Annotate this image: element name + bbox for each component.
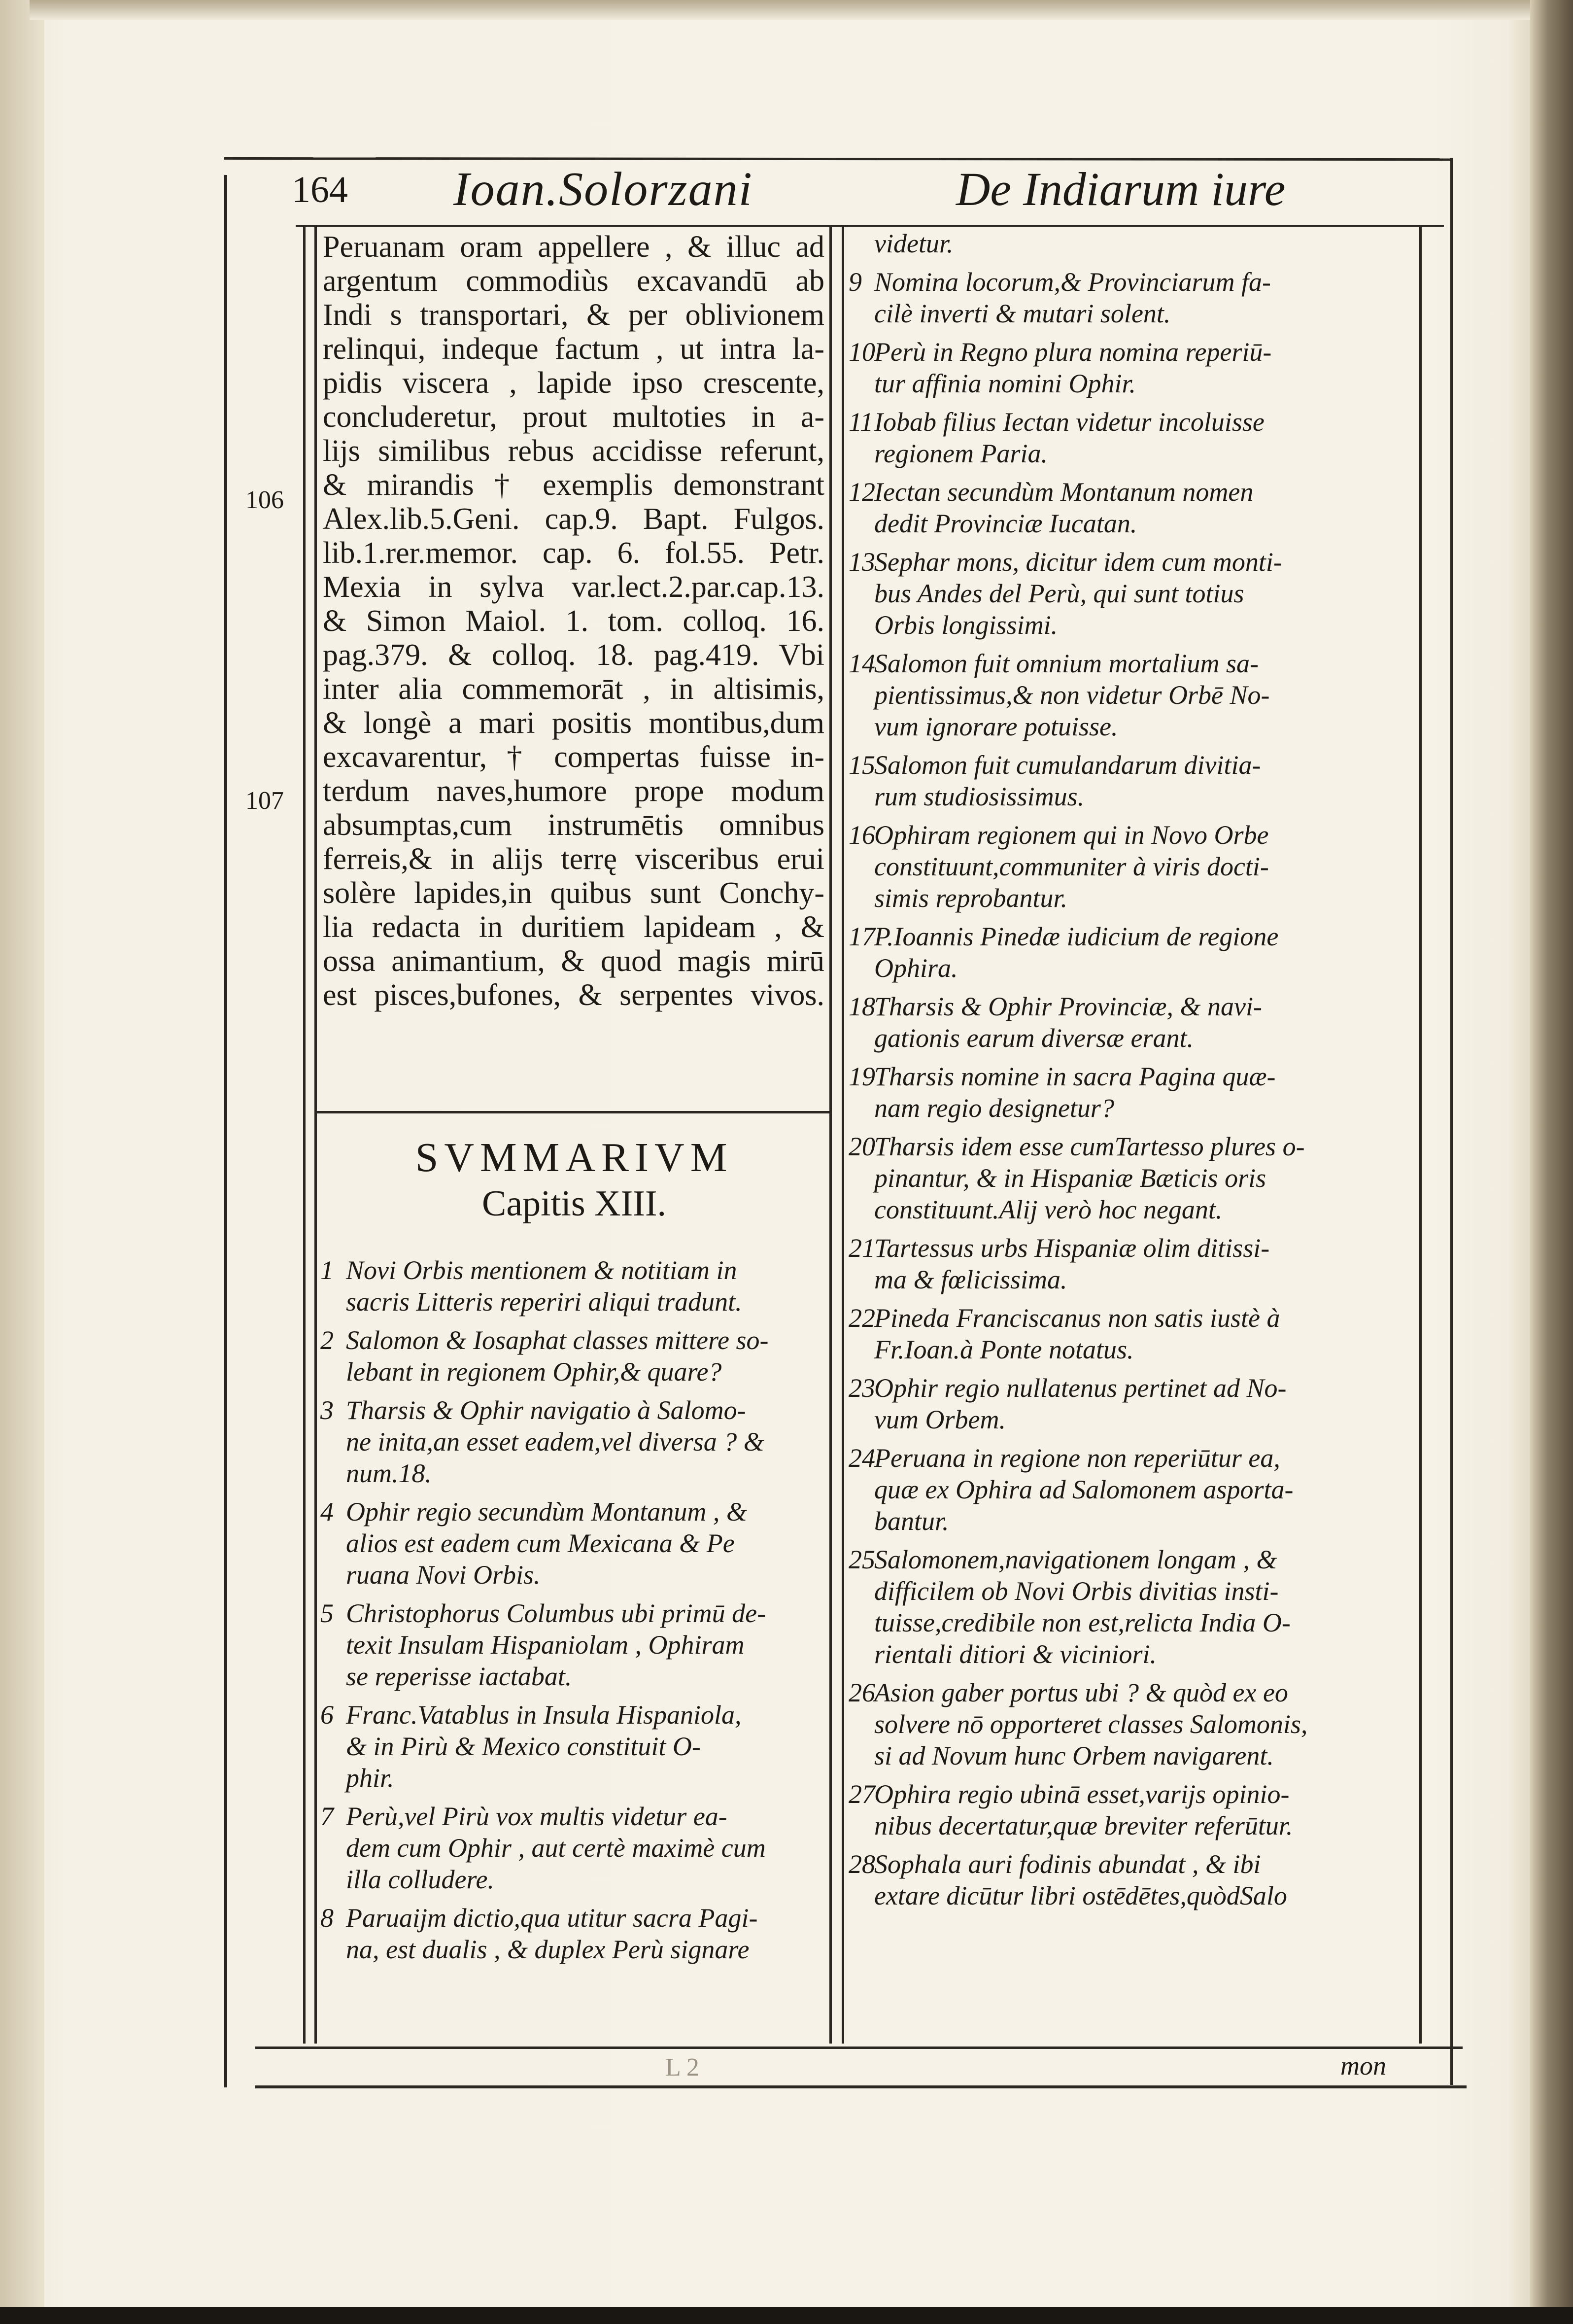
summary-entry [849,1232,1416,1295]
summary-entry-line: vum ignorare potuisse. [874,712,1118,741]
summary-entry-line: difficilem ob Novi Orbis divitias insti- [874,1576,1279,1606]
summary-entry-line: se reperisse iactabat. [346,1662,572,1691]
summary-entry [849,921,1416,984]
summary-entry-line: si ad Novum hunc Orbem navigarent. [874,1741,1274,1770]
book-spine-shadow [0,0,44,2324]
summary-entry-line: ne inita,an esset eadem,vel diversa ? & [346,1427,764,1457]
page-number: 164 [292,169,348,210]
summary-entry-line: rum studiosissimus. [874,782,1085,811]
summary-entry-line: nibus decertatur,quæ breviter referūtur. [874,1811,1293,1840]
frame-rule-bottom-inner [255,2047,1463,2049]
summary-entry-line: Nomina locorum,& Provinciarum fa- [874,267,1271,297]
summary-entry-text [849,228,1416,259]
summary-entry [849,228,1416,259]
summary-entry-line: pinantur, & in Hispaniæ Bæticis oris [874,1163,1266,1193]
summary-entry-text [849,819,1416,914]
summary-entry-line: & in Pirù & Mexico constituit O- [346,1732,701,1761]
summary-entry-number: 7 [320,1802,334,1831]
summary-entry [320,1394,825,1489]
summary-entry-number: 4 [320,1497,334,1526]
summary-entry-number: 19 [849,1062,875,1091]
summary-entry-line: Novi Orbis mentionem & notitiam in [346,1255,737,1285]
text-line: ferreis,& in alijs terrę visceribus erui [323,842,824,876]
summary-entry [320,1597,825,1692]
summary-entry-line: Tharsis & Ophir Provinciæ, & navi- [874,992,1263,1021]
summary-entry-line: Paruaijm dictio,qua utitur sacra Pagi- [346,1903,758,1933]
text-line: & longè a mari positis montibus,dum [323,706,824,740]
text-line: Peruanam oram appellere , & illuc ad [323,230,824,264]
summary-entry-number: 21 [849,1233,875,1263]
column-separator-rule-2 [842,225,844,2044]
summary-entry-line: nam regio designetur? [874,1093,1114,1123]
summary-entry-line: Iobab filius Iectan videtur incoluisse [874,407,1265,437]
summary-entry-line: ma & fœlicissima. [874,1265,1067,1294]
text-line: argentum commodiùs excavandū ab [323,264,824,298]
summary-entry-line: num.18. [346,1458,432,1488]
text-line: Mexia in sylva var.lect.2.par.cap.13. [323,570,824,604]
summary-entry-line: regionem Paria. [874,439,1048,468]
summary-entry-number: 11 [849,407,873,437]
summary-entry-line: Salomon fuit cumulandarum divitia- [874,750,1261,780]
frame-rule-bottom [255,2085,1467,2088]
summary-entry [849,749,1416,812]
summary-entry-line: Christophorus Columbus ubi primū de- [346,1598,766,1628]
main-text-column [323,230,824,1012]
summary-entry-line: Ophira. [874,953,958,983]
summary-left-column [320,1254,825,1972]
summary-entry-line: tur affinia nomini Ophir. [874,369,1136,398]
frame-rule-right [1450,158,1453,2085]
text-line: pidis viscera , lapide ipso crescente, [323,366,824,400]
frame-rule-left [224,175,227,2087]
margin-note-number: 107 [245,787,284,815]
summary-entry-line: extare dicūtur libri ostēdētes,quòdSalo [874,1881,1287,1910]
summary-entry-line: Fr.Ioan.à Ponte notatus. [874,1335,1134,1364]
summary-entry-line: gationis earum diversæ erant. [874,1023,1194,1053]
summary-entry [849,476,1416,539]
summary-entry-number: 27 [849,1779,875,1809]
summary-entry-text [320,1597,825,1692]
summary-entry-line: simis reprobantur. [874,883,1068,913]
summary-entry-line: Perù,vel Pirù vox multis videtur ea- [346,1802,727,1831]
summary-entry-line: sacris Litteris reperiri aliqui tradunt. [346,1287,742,1317]
summary-entry-number: 6 [320,1700,334,1730]
summary-entry-line: Salomonem,navigationem longam , & [874,1545,1277,1574]
summary-right-column [849,228,1416,1918]
summary-entry [849,406,1416,469]
summary-entry-line: Salomon fuit omnium mortalium sa- [874,649,1259,678]
summary-entry-number: 20 [849,1132,875,1161]
summary-entry-line: Ophir regio secundùm Montanum , & [346,1497,747,1526]
text-line: excavarentur, † compertas fuisse in- [323,740,824,774]
summary-entry-line: Sephar mons, dicitur idem cum monti- [874,547,1282,577]
summary-entry-number: 3 [320,1395,334,1425]
summary-entry-number: 10 [849,337,875,367]
summary-entry-number: 16 [849,820,875,850]
summary-entry-number: 14 [849,649,875,678]
summary-entry-line: alios est eadem cum Mexicana & Pe [346,1528,735,1558]
text-block-top-rule [296,225,1444,227]
summary-entry-text [849,336,1416,399]
summary-entry-line: Tartessus urbs Hispaniæ olim ditissi- [874,1233,1270,1263]
summary-entry-text [849,1302,1416,1365]
summary-entry-text [320,1254,825,1318]
summary-entry-line: Perù in Regno plura nomina reperiū- [874,337,1272,367]
scan-background [0,2307,1573,2324]
summary-entry-number: 9 [849,267,862,297]
summary-entry-text [849,1372,1416,1435]
summary-entry-text [320,1801,825,1895]
summary-entry-line: videtur. [874,229,954,258]
summary-entry [849,819,1416,914]
summary-entry-line: illa colludere. [346,1865,494,1894]
summary-entry-text [320,1394,825,1489]
summary-entry-line: P.Ioannis Pinedæ iudicium de regione [874,922,1279,951]
summary-entry-text [849,1442,1416,1537]
summary-entry-text [849,1848,1416,1911]
margin-rule-inner [314,225,317,2044]
summary-entry [320,1801,825,1895]
summary-subtitle: Capitis XIII. [481,1183,667,1224]
running-head-author: Ioan.Solorzani [453,163,753,216]
summary-entry [320,1324,825,1387]
summary-entry-line: Ophiram regionem qui in Novo Orbe [874,820,1269,850]
summary-entry-text [849,476,1416,539]
summary-entry-number: 25 [849,1545,875,1574]
summary-entry-text [849,1232,1416,1295]
page-fore-edge [1530,0,1573,2324]
summary-entry-line: Tharsis idem esse cumTartesso plures o- [874,1132,1305,1161]
text-line: est pisces,bufones, & serpentes vivos. [323,978,824,1012]
summary-entry-line: phir. [346,1763,394,1793]
summary-entry [320,1699,825,1794]
text-block-right-rule [1419,225,1422,2044]
summary-entry-number: 12 [849,477,875,507]
summary-entry-line: rientali ditiori & viciniori. [874,1639,1157,1669]
margin-note-number: 106 [245,486,284,514]
summary-entry [849,1442,1416,1537]
summary-entry-line: tuisse,credibile non est,relicta India O- [874,1608,1291,1637]
summary-entry-text [849,749,1416,812]
summary-entry-line: Tharsis nomine in sacra Pagina quæ- [874,1062,1276,1091]
summary-entry [849,1372,1416,1435]
summary-entry-number: 24 [849,1443,875,1473]
summary-entry-number: 15 [849,750,875,780]
summary-entry-number: 13 [849,547,875,577]
summary-entry-line: lebant in regionem Ophir,& quare? [346,1357,722,1387]
text-line: absumptas,cum instrumētis omnibus [323,808,824,842]
summary-entry-text [849,1131,1416,1225]
summary-entry-line: Ophir regio nullatenus pertinet ad No- [874,1373,1287,1403]
text-line: pag.379. & colloq. 18. pag.419. Vbi [323,638,824,672]
text-line: lia redacta in duritiem lapideam , & [323,910,824,944]
summary-entry [320,1496,825,1591]
summary-entry-number: 18 [849,992,875,1021]
text-line: Alex.lib.5.Geni. cap.9. Bapt. Fulgos. [323,502,824,536]
text-line: & mirandis † exemplis demonstrant [323,468,824,502]
summary-entry [849,991,1416,1054]
summary-entry-line: Franc.Vatablus in Insula Hispaniola, [346,1700,742,1730]
summary-entry [849,1778,1416,1841]
text-line: Indi s transportari, & per oblivionem [323,298,824,332]
summary-entry-text [320,1324,825,1387]
summary-entry-line: texit Insulam Hispaniolam , Ophiram [346,1630,745,1660]
text-line: inter alia commemorāt , in altisimis, [323,672,824,706]
summary-entry-number: 5 [320,1598,334,1628]
summary-entry-line: Salomon & Iosaphat classes mittere so- [346,1325,769,1355]
summary-entry [849,1061,1416,1124]
summary-entry [849,546,1416,641]
text-line: concluderetur, prout multoties in a- [323,400,824,434]
summary-entry-line: Sophala auri fodinis abundat , & ibi [874,1849,1261,1879]
text-line: relinqui, indeque factum , ut intra la- [323,332,824,366]
summary-entry-number: 23 [849,1373,875,1403]
summary-entry-line: quæ ex Ophira ad Salomonem asporta- [874,1475,1294,1504]
summary-entry-line: Iectan secundùm Montanum nomen [874,477,1254,507]
summary-entry-line: constituunt.Alij verò hoc negant. [874,1195,1223,1224]
summary-entry-text [849,1677,1416,1771]
catchword: mon [1340,2051,1386,2081]
summary-entry-text [849,991,1416,1054]
text-line: & Simon Maiol. 1. tom. colloq. 16. [323,604,824,638]
margin-rule-outer [303,225,306,2044]
summary-entry-number: 22 [849,1303,875,1333]
summary-entry-line: na, est dualis , & duplex Perù signare [346,1935,750,1964]
summary-entry [849,1848,1416,1911]
summary-entry-line: Pineda Franciscanus non satis iustè à [874,1303,1280,1333]
summary-entry-line: constituunt,communiter à viris docti- [874,852,1269,881]
summary-entry [849,1677,1416,1771]
summary-entry-text [849,546,1416,641]
summary-entry-number: 2 [320,1325,334,1355]
summary-entry-line: ruana Novi Orbis. [346,1560,541,1590]
show-through-signature: L 2 [665,2053,699,2081]
summary-entry-line: Asion gaber portus ubi ? & quòd ex eo [874,1678,1288,1707]
summary-entry [849,1302,1416,1365]
summary-divider-rule [314,1111,831,1113]
summary-entry-text [849,1061,1416,1124]
summary-entry-line: vum Orbem. [874,1405,1006,1434]
summary-entry-line: bus Andes del Perù, qui sunt totius [874,579,1244,608]
summary-entry-text [849,1544,1416,1670]
summary-entry-line: Tharsis & Ophir navigatio à Salomo- [346,1395,746,1425]
summary-entry [849,648,1416,742]
summary-entry-number: 1 [320,1255,334,1285]
summary-entry-number: 17 [849,922,875,951]
page-top-edge [30,0,1538,20]
summary-entry-text [849,1778,1416,1841]
summary-entry-line: Orbis longissimi. [874,610,1058,640]
summary-entry [849,1131,1416,1225]
summary-entry [849,266,1416,329]
summary-entry-line: Peruana in regione non reperiūtur ea, [874,1443,1280,1473]
summary-entry [849,336,1416,399]
summary-entry-text [320,1496,825,1591]
summary-entry-number: 8 [320,1903,334,1933]
summary-entry-text [849,266,1416,329]
text-line: lijs similibus rebus accidisse referunt, [323,434,824,468]
summary-entry-number: 28 [849,1849,875,1879]
text-line: lib.1.rer.memor. cap. 6. fol.55. Petr. [323,536,824,570]
summary-entry-text [849,921,1416,984]
summary-entry-text [849,648,1416,742]
running-head-title: De Indiarum iure [956,163,1286,215]
summary-entry-line: solvere nō opporteret classes Salomonis, [874,1709,1308,1739]
summary-entry-text [320,1902,825,1965]
summary-entry-line: pientissimus,& non videtur Orbē No- [874,680,1270,710]
text-line: solère lapides,in quibus sunt Conchy- [323,876,824,910]
summary-entry-text [849,406,1416,469]
summary-title: SVMMARIVM [415,1135,733,1180]
summary-entry-line: Ophira regio ubinā esset,varijs opinio- [874,1779,1290,1809]
summary-entry-text [320,1699,825,1794]
summary-entry-line: dem cum Ophir , aut certè maximè cum [346,1833,766,1863]
text-line: ossa animantium, & quod magis mirū [323,944,824,978]
summary-entry-line: cilè inverti & mutari solent. [874,299,1171,328]
summary-entry-line: bantur. [874,1506,949,1536]
summary-entry-number: 26 [849,1678,875,1707]
summary-entry [320,1902,825,1965]
text-line: terdum naves,humore prope modum [323,774,824,808]
summary-entry-line: dedit Provinciæ Iucatan. [874,509,1137,538]
summary-entry [849,1544,1416,1670]
summary-entry [320,1254,825,1318]
